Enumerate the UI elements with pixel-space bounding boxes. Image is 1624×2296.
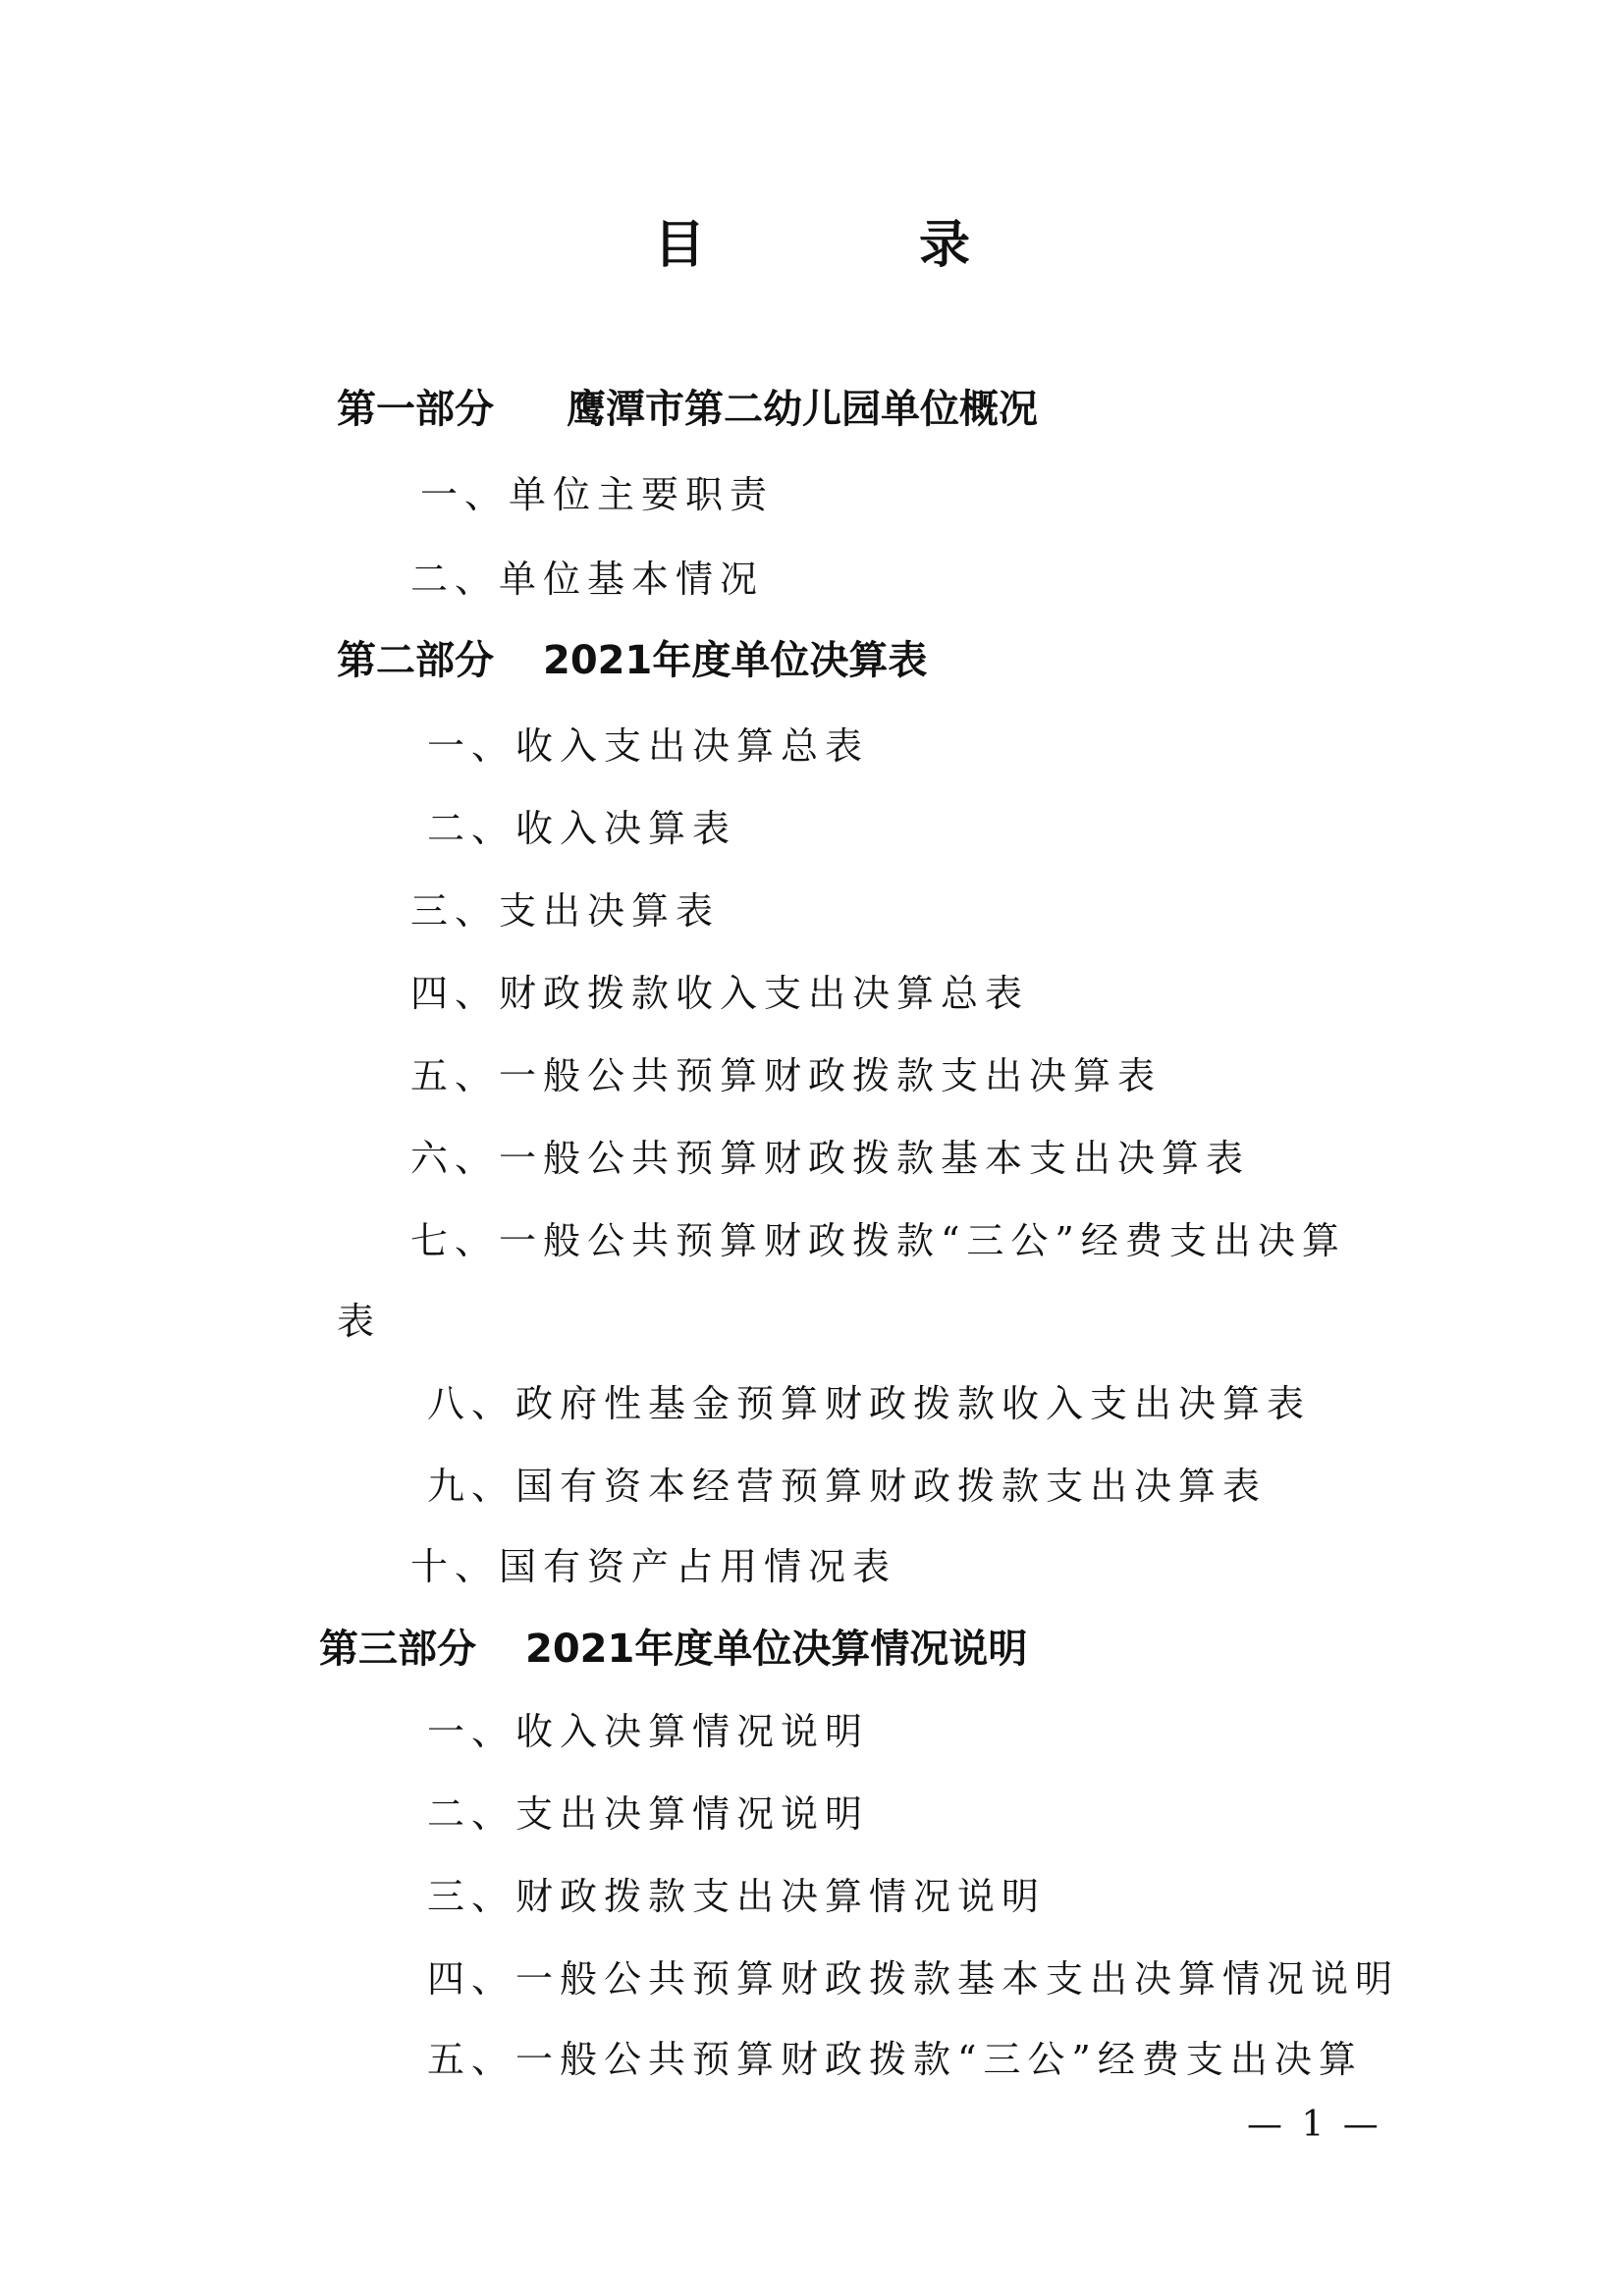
toc-item-continuation: 表	[337, 1300, 382, 1343]
toc-item: 五、一般公共预算财政拨款支出决算表	[410, 1054, 1163, 1097]
toc-item: 一、收入决算情况说明	[427, 1710, 870, 1753]
toc-item: 七、一般公共预算财政拨款“三公”经费支出决算	[410, 1219, 1346, 1262]
toc-item: 三、财政拨款支出决算情况说明	[427, 1875, 1047, 1918]
toc-item: 六、一般公共预算财政拨款基本支出决算表	[410, 1137, 1251, 1180]
toc-item: 二、支出决算情况说明	[427, 1792, 870, 1836]
toc-item: 四、财政拨款收入支出决算总表	[410, 972, 1030, 1015]
part-label: 第二部分	[337, 638, 494, 683]
page-title: 目 录	[653, 216, 1069, 275]
toc-item: 二、收入决算表	[427, 807, 737, 850]
part-heading-1	[337, 380, 1038, 439]
page-number: — 1 —	[1247, 2105, 1382, 2145]
part-heading-2	[337, 631, 927, 690]
toc-item: 五、一般公共预算财政拨款“三公”经费支出决算	[427, 2038, 1363, 2081]
toc-item: 八、政府性基金预算财政拨款收入支出决算表	[427, 1382, 1312, 1425]
toc-item: 九、国有资本经营预算财政拨款支出决算表	[427, 1465, 1268, 1508]
toc-item: 一、单位主要职责	[420, 473, 775, 516]
part-title: 鹰潭市第二幼儿园单位概况	[567, 387, 1038, 432]
part-label: 第三部分	[319, 1627, 476, 1672]
toc-item: 十、国有资产占用情况表	[410, 1545, 897, 1588]
toc-item: 一、收入支出决算总表	[427, 724, 870, 768]
toc-item: 二、单位基本情况	[410, 558, 765, 601]
part-label: 第一部分	[337, 387, 494, 432]
toc-item: 三、支出决算表	[410, 889, 721, 933]
part-heading-3	[319, 1620, 1027, 1679]
toc-item: 四、一般公共预算财政拨款基本支出决算情况说明	[427, 1957, 1400, 2001]
part-title: 2021年度单位决算情况说明	[525, 1627, 1028, 1672]
part-title: 2021年度单位决算表	[543, 638, 928, 683]
